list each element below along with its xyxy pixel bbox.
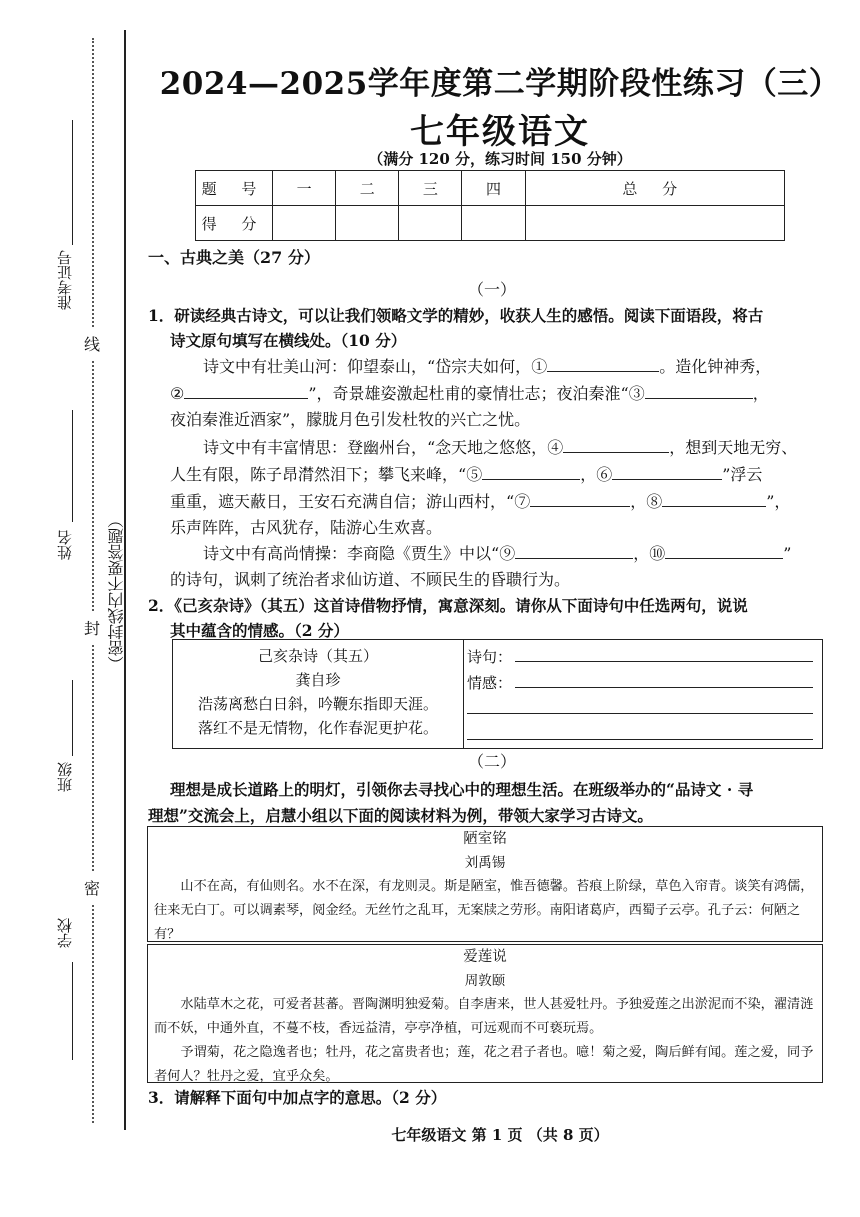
blank-9[interactable] bbox=[515, 542, 633, 559]
score-col-2: 二 bbox=[336, 171, 399, 206]
text: ， bbox=[752, 384, 769, 403]
part1-label: （一） bbox=[468, 280, 517, 299]
text1-body: 山不在高，有仙则名。水不在深，有龙则灵。斯是陋室，惟吾德馨。苔痕上阶绿，草色入帘青。谈笑有鸿儒，往来无白丁。可以调素琴，阅金经。无丝竹之乱耳，无案牍之劳形。南阳诸葛庐，西蜀子云亭。孔子云：何陋之有？ bbox=[154, 879, 814, 942]
intro-line2: 理想”交流会上，启慧小组以下面的阅读材料为例，带领大家学习古诗文。 bbox=[148, 806, 653, 825]
text: ， bbox=[630, 492, 647, 511]
q1-para2-line4: 乐声阵阵，古风犹存，陆游心生欢喜。 bbox=[170, 518, 443, 537]
blank-marker-8: ⑧ bbox=[646, 492, 663, 511]
q1-para3-line1 bbox=[203, 540, 791, 567]
text: ”，奇景雄姿激起杜甫的豪情壮志；夜泊秦淮“ bbox=[308, 384, 629, 403]
q1-para3-line2: 的诗句，讽刺了统治者求仙访道、不顾民生的昏聩行为。 bbox=[170, 570, 571, 589]
q1-para1-line2 bbox=[170, 380, 769, 407]
text: 诗文中有高尚情操：李商隐《贾生》中以“ bbox=[203, 544, 500, 563]
text1-author: 刘禹锡 bbox=[464, 855, 506, 871]
score-row2-label: 得 分 bbox=[196, 206, 273, 241]
q1-line1: 1．研读经典古诗文，可以让我们领略文学的精妙，收获人生的感悟。阅读下面语段，将古 bbox=[148, 306, 764, 325]
blank-marker-5: ⑤ bbox=[466, 465, 483, 484]
q3-line: 3．请解释下面句中加点字的意思。（2 分） bbox=[148, 1088, 447, 1107]
exam-no-field[interactable] bbox=[72, 120, 73, 245]
answer-line-4[interactable] bbox=[467, 739, 813, 740]
poem-title: 己亥杂诗（其五） bbox=[257, 647, 378, 665]
part2-label: （二） bbox=[468, 752, 517, 771]
blank-marker-4: ④ bbox=[547, 438, 564, 457]
score-cell-total[interactable] bbox=[525, 206, 784, 241]
school-field[interactable] bbox=[72, 962, 73, 1060]
exam-title: 2024—2025学年度第二学期阶段性练习（三） bbox=[159, 66, 841, 102]
text: ”， bbox=[766, 492, 791, 511]
answer-label-verse: 诗句： bbox=[467, 648, 513, 666]
answer-line-verse[interactable] bbox=[515, 661, 813, 662]
text: 人生有限，陈子昂潸然泪下；攀飞来峰，“ bbox=[170, 465, 467, 484]
text: ” bbox=[783, 544, 792, 563]
q1-para1-line1 bbox=[203, 353, 771, 380]
q1-para1-line3: 夜泊秦淮近酒家”，朦胧月色引发杜牧的兴亡之忧。 bbox=[170, 410, 531, 429]
score-col-3: 三 bbox=[399, 171, 462, 206]
exam-no-label: 准考证号 bbox=[56, 250, 74, 310]
text: 诗文中有丰富情思：登幽州台，“念天地之悠悠， bbox=[203, 438, 548, 457]
q1-line2: 诗文原句填写在横线处。（10 分） bbox=[170, 331, 407, 350]
section1-title: 一、古典之美（27 分） bbox=[148, 248, 320, 267]
score-cell-3[interactable] bbox=[399, 206, 462, 241]
blank-marker-10: ⑩ bbox=[649, 544, 666, 563]
seal-char-secret: 密 bbox=[84, 872, 100, 903]
poem-line-2: 落红不是无情物，化作春泥更护花。 bbox=[197, 719, 438, 737]
name-label: 姓名 bbox=[56, 530, 74, 560]
score-col-4: 四 bbox=[462, 171, 525, 206]
answer-line-3[interactable] bbox=[467, 713, 813, 714]
subject-title: 七年级语文 bbox=[410, 112, 590, 152]
class-field[interactable] bbox=[72, 680, 73, 756]
class-label: 班级 bbox=[56, 762, 74, 792]
q2-line1: 2．《己亥杂诗》（其五）这首诗借物抒情，寓意深刻。请你从下面诗句中任选两句，说说 bbox=[148, 596, 748, 615]
poem-author: 龚自珍 bbox=[295, 671, 341, 689]
page-footer: 七年级语文 第 1 页 （共 8 页） bbox=[391, 1126, 609, 1144]
blank-7[interactable] bbox=[530, 490, 630, 507]
text: ， bbox=[580, 465, 597, 484]
exam-info: （满分 120 分，练习时间 150 分钟） bbox=[368, 150, 632, 168]
score-table bbox=[195, 170, 785, 241]
blank-4[interactable] bbox=[563, 436, 669, 453]
school-label: 学校 bbox=[56, 918, 74, 948]
text2-body1: 水陆草木之花，可爱者甚蕃。晋陶渊明独爱菊。自李唐来，世人甚爱牡丹。予独爱莲之出淤泥而不染，濯清涟而不妖，中通外直，不蔓不枝，香远益清，亭亭净植，可远观而不可亵玩焉。 bbox=[154, 997, 814, 1036]
blank-marker-3: ③ bbox=[628, 384, 645, 403]
intro-line1: 理想是成长道路上的明灯，引领你去寻找心中的理想生活。在班级举办的“品诗文 · 寻 bbox=[170, 780, 754, 799]
score-cell-4[interactable] bbox=[462, 206, 525, 241]
score-cell-2[interactable] bbox=[336, 206, 399, 241]
blank-marker-7: ⑦ bbox=[514, 492, 531, 511]
name-field[interactable] bbox=[72, 410, 73, 522]
q1-para2-line3 bbox=[170, 488, 790, 515]
poem-box bbox=[172, 639, 464, 749]
text: ， bbox=[633, 544, 650, 563]
blank-marker-9: ⑨ bbox=[499, 544, 516, 563]
text: ”浮云 bbox=[722, 465, 763, 484]
blank-10[interactable] bbox=[665, 542, 783, 559]
score-col-1: 一 bbox=[273, 171, 336, 206]
text2-title: 爱莲说 bbox=[463, 949, 507, 965]
blank-marker-1: ① bbox=[531, 357, 548, 376]
seal-char-seal: 封 bbox=[84, 612, 100, 643]
answer-box bbox=[462, 639, 823, 749]
blank-5[interactable] bbox=[482, 463, 580, 480]
score-cell-1[interactable] bbox=[273, 206, 336, 241]
seal-note: （密封线内不要答题） bbox=[107, 512, 126, 672]
text: 诗文中有壮美山河：仰望泰山，“岱宗夫如何， bbox=[203, 357, 532, 376]
poem-line-1: 浩荡离愁白日斜，吟鞭东指即天涯。 bbox=[197, 695, 438, 713]
text2-body2: 予谓菊，花之隐逸者也；牡丹，花之富贵者也；莲，花之君子者也。噫！菊之爱，陶后鲜有闻。莲之爱，同予者何人？牡丹之爱，宜乎众矣。 bbox=[154, 1045, 814, 1084]
blank-2[interactable] bbox=[184, 382, 308, 399]
q2-line2: 其中蕴含的情感。（2 分） bbox=[170, 621, 349, 640]
text: 重重，遮天蔽日，王安石充满自信；游山西村，“ bbox=[170, 492, 515, 511]
q1-para2-line2 bbox=[170, 461, 762, 488]
blank-3[interactable] bbox=[645, 382, 753, 399]
answer-line-emotion[interactable] bbox=[515, 687, 813, 688]
answer-label-emotion: 情感： bbox=[467, 674, 513, 692]
reading-text-2 bbox=[147, 944, 823, 1083]
seal-char-line: 线 bbox=[84, 328, 100, 359]
text: 。造化钟神秀， bbox=[659, 357, 772, 376]
blank-8[interactable] bbox=[662, 490, 766, 507]
q1-para2-line1 bbox=[203, 434, 797, 461]
reading-text-1 bbox=[147, 826, 823, 942]
text2-author: 周敦颐 bbox=[464, 973, 506, 989]
blank-6[interactable] bbox=[612, 463, 722, 480]
seal-dotted-line bbox=[92, 38, 94, 1123]
score-row-label: 题 号 bbox=[196, 171, 273, 206]
score-col-total: 总 分 bbox=[525, 171, 784, 206]
text1-title: 陋室铭 bbox=[463, 831, 507, 847]
text: ，想到天地无穷、 bbox=[669, 438, 798, 457]
blank-marker-2: ② bbox=[170, 384, 185, 403]
blank-marker-6: ⑥ bbox=[596, 465, 613, 484]
blank-1[interactable] bbox=[547, 355, 659, 372]
